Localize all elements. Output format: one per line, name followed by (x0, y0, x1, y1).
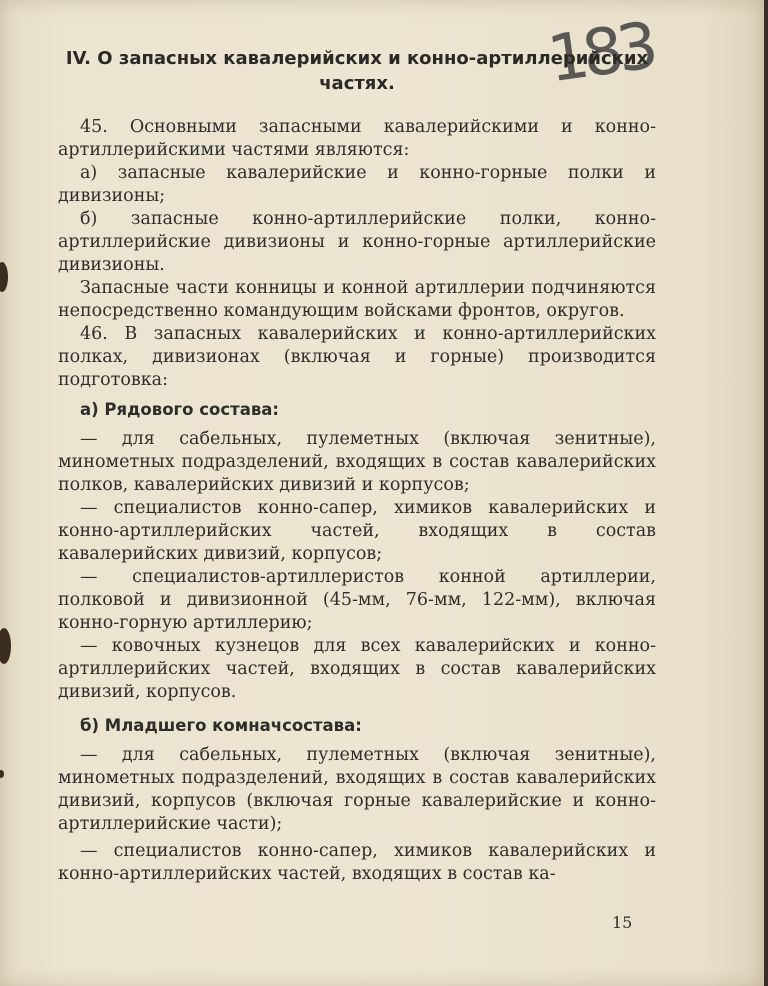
edge-stain (0, 628, 11, 664)
paragraph-a1: — для сабельных, пулеметных (включая зенитные), минометных подразделений, входящих в состав кавалерийских полков, кавалерийских дивизий и корпусов; (58, 429, 656, 495)
edge-stain (0, 770, 4, 778)
section-heading: IV. О запасных кавалерийских и конно-артиллерийских частях. (65, 48, 649, 94)
paragraph-a2: — специалистов конно-сапер, химиков кавалерийских и конно-артиллерийских частей, входящих в состав кавалерийских дивизий, корпусов; (58, 498, 656, 564)
edge-stain (0, 262, 8, 292)
paragraph-b2: — специалистов конно-сапер, химиков кавалерийских и конно-артиллерийских частей, входящих в состав ка- (58, 841, 656, 884)
paragraph-45b: б) запасные конно-артиллерийские полки, конно-артиллерийские дивизионы и конно-горные артиллерийские дивизионы. (58, 209, 656, 275)
paragraph-a4: — ковочных кузнецов для всех кавалерийских и конно-артиллерийских частей, входящих в состав кавалерийских дивизий, корпусов. (58, 636, 656, 702)
paragraph-46: 46. В запасных кавалерийских и конно-артиллерийских полках, дивизионах (включая и горные) производится подготовка: (58, 324, 656, 390)
paragraph-b1: — для сабельных, пулеметных (включая зенитные), минометных подразделений, входящих в состав кавалерийских дивизий, корпусов (включая горные кавалерийские и конно-артиллерийские части); (58, 745, 656, 834)
page-number: 15 (612, 913, 633, 932)
subheading-b: б) Младшего комначсостава: (80, 716, 362, 735)
paragraph-45a: а) запасные кавалерийские и конно-горные полки и дивизионы; (58, 163, 656, 206)
handwritten-archive-number: 183 (543, 9, 657, 98)
subheading-a: а) Рядового состава: (80, 400, 280, 419)
paragraph-45: 45. Основными запасными кавалерийскими и конно-артиллерийскими частями являются: (58, 117, 656, 160)
paragraph-45c: Запасные части конницы и конной артиллерии подчиняются непосредственно командующим войсками фронтов, округов. (58, 278, 656, 321)
paragraph-a3: — специалистов-артиллеристов конной артиллерии, полковой и дивизионной (45-мм, 76-мм, 122-мм), включая конно-горную артиллерию; (58, 567, 656, 633)
section-text (58, 116, 656, 886)
